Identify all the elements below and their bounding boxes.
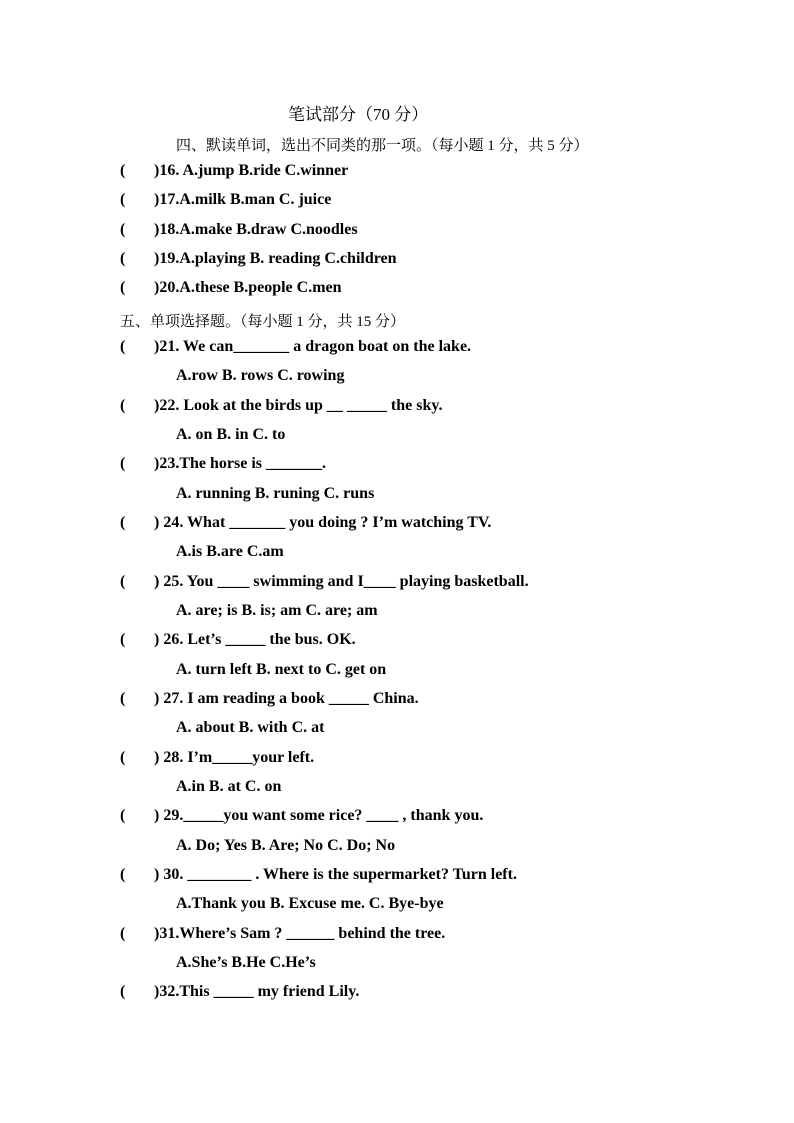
- answer-bracket: (: [120, 983, 126, 1000]
- answer-bracket: (: [120, 279, 126, 296]
- answer-bracket: (: [120, 250, 126, 267]
- question-30-options: A.Thank you B. Excuse me. C. Bye-bye: [176, 895, 444, 912]
- question-22-options: A. on B. in C. to: [176, 426, 286, 443]
- question-text: ) 24. What _______ you doing ? I’m watching TV.: [154, 514, 492, 531]
- answer-bracket: (: [120, 573, 126, 590]
- answer-bracket: (: [120, 690, 126, 707]
- answer-bracket: (: [120, 749, 126, 766]
- section-5-heading: 五、单项选择题。（每小题 1 分，共 15 分）: [120, 314, 406, 330]
- question-28-options: A.in B. at C. on: [176, 778, 282, 795]
- answer-bracket: (: [120, 807, 126, 824]
- question-text: )20.A.these B.people C.men: [154, 279, 342, 296]
- answer-bracket: (: [120, 866, 126, 883]
- page-title: 笔试部分（70 分）: [288, 105, 429, 124]
- question-text: ) 28. I’m_____your left.: [154, 749, 315, 766]
- question-text: ) 27. I am reading a book _____ China.: [154, 690, 419, 707]
- answer-bracket: (: [120, 191, 126, 208]
- question-31-options: A.She’s B.He C.He’s: [176, 954, 316, 971]
- question-text: )18.A.make B.draw C.noodles: [154, 221, 358, 238]
- question-text: )31.Where’s Sam ? ______ behind the tree.: [154, 925, 446, 942]
- question-text: ) 30. ________ . Where is the supermarket? Turn left.: [154, 866, 517, 883]
- question-text: )21. We can_______ a dragon boat on the lake.: [154, 338, 472, 355]
- question-text: )23.The horse is _______.: [154, 455, 326, 472]
- question-29-options: A. Do; Yes B. Are; No C. Do; No: [176, 837, 396, 854]
- question-text: )22. Look at the birds up __ _____ the sky.: [154, 397, 443, 414]
- answer-bracket: (: [120, 455, 126, 472]
- section-4-heading: 四、默读单词，选出不同类的那一项。（每小题 1 分，共 5 分）: [176, 138, 589, 154]
- answer-bracket: (: [120, 631, 126, 648]
- answer-bracket: (: [120, 514, 126, 531]
- question-text: )17.A.milk B.man C. juice: [154, 191, 332, 208]
- question-text: )32.This _____ my friend Lily.: [154, 983, 360, 1000]
- question-text: )16. A.jump B.ride C.winner: [154, 162, 349, 179]
- question-27-options: A. about B. with C. at: [176, 719, 325, 736]
- answer-bracket: (: [120, 162, 126, 179]
- question-text: ) 29._____you want some rice? ____ , thank you.: [154, 807, 484, 824]
- question-text: ) 25. You ____ swimming and I____ playing basketball.: [154, 573, 529, 590]
- question-text: ) 26. Let’s _____ the bus. OK.: [154, 631, 356, 648]
- question-24-options: A.is B.are C.am: [176, 543, 284, 560]
- question-26-options: A. turn left B. next to C. get on: [176, 661, 387, 678]
- answer-bracket: (: [120, 338, 126, 355]
- answer-bracket: (: [120, 397, 126, 414]
- question-25-options: A. are; is B. is; am C. are; am: [176, 602, 378, 619]
- question-23-options: A. running B. runing C. runs: [176, 485, 375, 502]
- question-text: )19.A.playing B. reading C.children: [154, 250, 397, 267]
- answer-bracket: (: [120, 925, 126, 942]
- answer-bracket: (: [120, 221, 126, 238]
- question-21-options: A.row B. rows C. rowing: [176, 367, 345, 384]
